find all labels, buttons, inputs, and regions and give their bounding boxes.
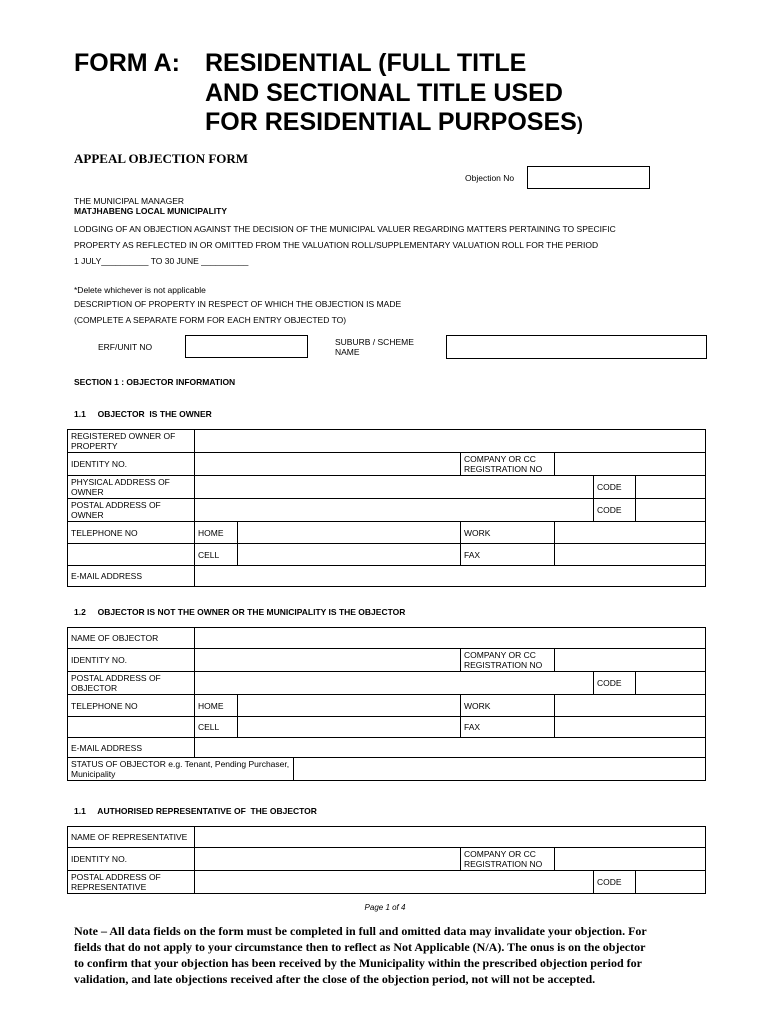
- instruction-line-2: DESCRIPTION OF PROPERTY IN RESPECT OF WHICH THE OBJECTION IS MADE: [74, 299, 402, 309]
- owner-fax-field[interactable]: [555, 544, 706, 566]
- objector-email-field[interactable]: [195, 738, 706, 758]
- representative-table: [67, 826, 706, 894]
- representative-postal-address-label: POSTAL ADDRESS OF REPRESENTATIVE: [68, 871, 195, 894]
- objector-cell-label: CELL: [195, 717, 238, 738]
- owner-postal-address-field[interactable]: [195, 499, 594, 522]
- form-title-line-1: RESIDENTIAL (FULL TITLE: [205, 49, 527, 77]
- instruction-line-1: *Delete whichever is not applicable: [74, 285, 206, 295]
- representative-code-field[interactable]: [636, 871, 706, 894]
- representative-postal-address-field[interactable]: [195, 871, 594, 894]
- owner-table: [67, 429, 706, 587]
- note-line-2: fields that do not apply to your circumstance then to reflect as Not Applicable (N/A). The onus is on the objector: [74, 940, 646, 954]
- objector-code-label: CODE: [594, 672, 636, 695]
- representative-name-field[interactable]: [195, 827, 706, 848]
- objector-code-field[interactable]: [636, 672, 706, 695]
- owner-home-label: HOME: [195, 522, 238, 544]
- objector-fax-label: FAX: [461, 717, 555, 738]
- suburb-field[interactable]: [446, 335, 707, 359]
- intro-line-3: 1 JULY__________ TO 30 JUNE __________: [74, 256, 249, 266]
- addressee-line-2: MATJHABENG LOCAL MUNICIPALITY: [74, 206, 227, 216]
- intro-line-1: LODGING OF AN OBJECTION AGAINST THE DECISION OF THE MUNICIPAL VALUER REGARDING MATTERS PERTAINING TO SPECIFIC: [74, 224, 616, 234]
- registered-owner-label: REGISTERED OWNER OF PROPERTY: [68, 430, 195, 453]
- objector-table: [67, 627, 706, 781]
- section1-heading: SECTION 1 : OBJECTOR INFORMATION: [74, 377, 236, 387]
- objector-name-label: NAME OF OBJECTOR: [68, 628, 195, 649]
- objector-postal-address-field[interactable]: [195, 672, 594, 695]
- objection-no-label: Objection No: [465, 173, 515, 183]
- owner-physical-address-field[interactable]: [195, 476, 594, 499]
- page-number: Page 1 of 4: [364, 903, 406, 912]
- form-subtitle: APPEAL OBJECTION FORM: [74, 151, 249, 166]
- form-title-line-3-text: FOR RESIDENTIAL PURPOSES: [205, 108, 577, 136]
- objector-identity-label: IDENTITY NO.: [68, 649, 195, 672]
- owner-identity-field[interactable]: [195, 453, 461, 476]
- objector-telephone-blank: [68, 717, 195, 738]
- objector-email-label: E-MAIL ADDRESS: [68, 738, 195, 758]
- owner-email-label: E-MAIL ADDRESS: [68, 566, 195, 587]
- owner-physical-code-label: CODE: [594, 476, 636, 499]
- representative-company-reg-field[interactable]: [555, 848, 706, 871]
- suburb-label-2: NAME: [335, 347, 360, 357]
- owner-company-reg-label: COMPANY OR CC REGISTRATION NO: [461, 453, 555, 476]
- section11-heading: 1.1 OBJECTOR IS THE OWNER: [74, 409, 212, 419]
- owner-work-label: WORK: [461, 522, 555, 544]
- form-title-line-3: [205, 107, 583, 140]
- note-line-3: to confirm that your objection has been received by the Municipality within the prescribed objection period for: [74, 956, 642, 970]
- intro-line-2: PROPERTY AS REFLECTED IN OR OMITTED FROM THE VALUATION ROLL/SUPPLEMENTARY VALUATION ROLL FOR THE PERIOD: [74, 240, 599, 250]
- registered-owner-field[interactable]: [195, 430, 706, 453]
- owner-identity-label: IDENTITY NO.: [68, 453, 195, 476]
- objector-fax-field[interactable]: [555, 717, 706, 738]
- objector-work-label: WORK: [461, 695, 555, 717]
- objector-cell-field[interactable]: [238, 717, 461, 738]
- objector-home-field[interactable]: [238, 695, 461, 717]
- addressee-line-1: THE MUNICIPAL MANAGER: [74, 196, 185, 206]
- erf-field[interactable]: [185, 335, 308, 358]
- objector-status-label: STATUS OF OBJECTOR e.g. Tenant, Pending Purchaser, Municipality: [68, 758, 294, 781]
- owner-cell-label: CELL: [195, 544, 238, 566]
- form-title-line-3-end: ): [576, 114, 583, 134]
- objector-postal-address-label: POSTAL ADDRESS OF OBJECTOR: [68, 672, 195, 695]
- owner-company-reg-field[interactable]: [555, 453, 706, 476]
- note-line-4: validation, and late objections received after the close of the objection period, not will not be accepted.: [74, 972, 596, 986]
- form-title-line-2: AND SECTIONAL TITLE USED: [205, 79, 563, 107]
- section12-heading: 1.2 OBJECTOR IS NOT THE OWNER OR THE MUNICIPALITY IS THE OBJECTOR: [74, 607, 406, 617]
- representative-identity-field[interactable]: [195, 848, 461, 871]
- owner-physical-address-label: PHYSICAL ADDRESS OF OWNER: [68, 476, 195, 499]
- owner-postal-code-label: CODE: [594, 499, 636, 522]
- suburb-label-1: SUBURB / SCHEME: [335, 337, 414, 347]
- erf-label: ERF/UNIT NO: [98, 342, 153, 352]
- objector-status-field[interactable]: [294, 758, 706, 781]
- section13-heading: 1.1 AUTHORISED REPRESENTATIVE OF THE OBJECTOR: [74, 806, 317, 816]
- objector-company-reg-field[interactable]: [555, 649, 706, 672]
- owner-email-field[interactable]: [195, 566, 706, 587]
- owner-postal-code-field[interactable]: [636, 499, 706, 522]
- note-line-1: Note – All data fields on the form must be completed in full and omitted data may invalidate your objection. For: [74, 924, 647, 938]
- owner-physical-code-field[interactable]: [636, 476, 706, 499]
- objection-no-field[interactable]: [527, 166, 650, 189]
- representative-identity-label: IDENTITY NO.: [68, 848, 195, 871]
- form-label: FORM A:: [74, 49, 180, 77]
- objector-telephone-label: TELEPHONE NO: [68, 695, 195, 717]
- instruction-line-3: (COMPLETE A SEPARATE FORM FOR EACH ENTRY OBJECTED TO): [74, 315, 347, 325]
- representative-code-label: CODE: [594, 871, 636, 894]
- objector-name-field[interactable]: [195, 628, 706, 649]
- owner-work-field[interactable]: [555, 522, 706, 544]
- objector-identity-field[interactable]: [195, 649, 461, 672]
- objector-work-field[interactable]: [555, 695, 706, 717]
- owner-fax-label: FAX: [461, 544, 555, 566]
- objector-company-reg-label: COMPANY OR CC REGISTRATION NO: [461, 649, 555, 672]
- owner-telephone-blank: [68, 544, 195, 566]
- objector-home-label: HOME: [195, 695, 238, 717]
- representative-name-label: NAME OF REPRESENTATIVE: [68, 827, 195, 848]
- representative-company-reg-label: COMPANY OR CC REGISTRATION NO: [461, 848, 555, 871]
- owner-telephone-label: TELEPHONE NO: [68, 522, 195, 544]
- owner-cell-field[interactable]: [238, 544, 461, 566]
- owner-home-field[interactable]: [238, 522, 461, 544]
- owner-postal-address-label: POSTAL ADDRESS OF OWNER: [68, 499, 195, 522]
